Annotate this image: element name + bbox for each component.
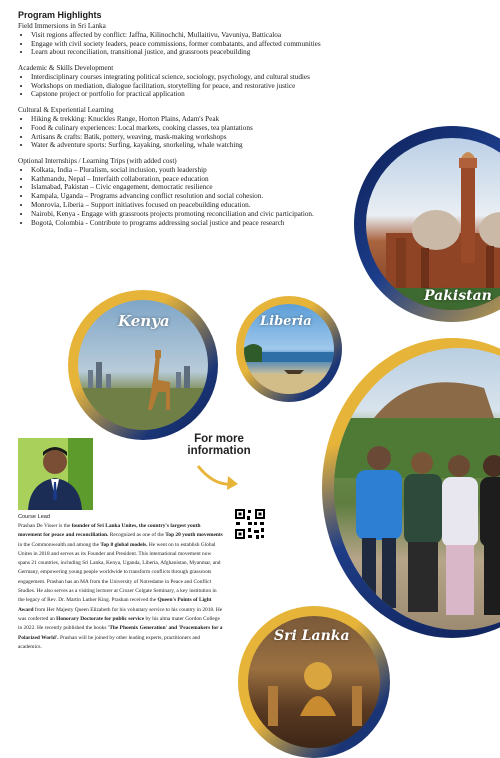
pakistan-label: Pakistan — [424, 288, 492, 304]
list-item: • Learn about reconciliation, transitional justice, and grassroots peacebuilding — [31, 48, 342, 57]
highlight-section — [18, 157, 342, 227]
section-list — [18, 166, 342, 227]
list-item: • Kolkata, India – Pluralism, social inclusion, youth leadership — [31, 166, 342, 175]
bio-text: Prashan will be joined by other leading experts, practitioners and academics. — [18, 634, 201, 650]
bio-highlight: founder of Sri Lanka Unites, the country's largest youth movement for peace and reconciliation. — [18, 523, 201, 539]
section-title: Academic & Skills Development — [18, 64, 114, 73]
list-item: • Water & adventure sports: Surfing, kayaking, snorkeling, whale watching — [31, 141, 342, 150]
section-title: Optional Internships / Learning Trips (with added cost) — [18, 157, 177, 166]
bio-highlight: Queen's Points of Light Award — [18, 597, 212, 613]
bio-text: in the Commonwealth and among the — [18, 541, 101, 548]
bio-highlight: Top 20 youth movements — [165, 532, 223, 539]
list-item: • Artisans & crafts: Batik, pottery, weaving, mask-making workshops — [31, 133, 342, 142]
bio-text: Recognized as one of the — [108, 532, 166, 539]
page-title: Program Highlights — [18, 10, 102, 20]
kenya-photo — [78, 300, 208, 430]
list-item: • Hiking & trekking: Knuckles Range, Horton Plains, Adam's Peak — [31, 115, 342, 124]
course-lead-portrait — [18, 438, 93, 510]
list-item: • Engage with civil society leaders, peace commissions, former combatants, and affected communities — [31, 40, 342, 49]
highlight-sections — [18, 22, 342, 227]
bio-text: from Her Majesty Queen Elizabeth for his voluntary service to his country in 2018. He was conferred an — [18, 606, 223, 622]
list-item: • Food & culinary experiences: Local markets, cooking classes, tea plantations — [31, 124, 342, 133]
list-item: • Interdisciplinary courses integrating political science, sociology, psychology, and cultural studies — [31, 73, 342, 82]
list-item: • Visit regions affected by conflict: Jaffna, Kilinochchi, Mullaitivu, Vavuniya, Batticaloa — [31, 31, 342, 40]
list-item: • Bogotá, Colombia - Contribute to programs addressing social justice and peace research — [31, 219, 342, 228]
section-list — [18, 115, 342, 150]
portrait-illustration — [18, 438, 93, 510]
more-info-heading: For more information — [187, 433, 251, 457]
bio-text: Prashan De Visser is the — [18, 523, 72, 529]
section-title: Cultural & Experiential Learning — [18, 106, 114, 115]
bio-highlight: Top 8 global models. — [100, 541, 148, 548]
list-item: • Capstone project or portfolio for practical application — [31, 90, 342, 99]
highlight-section — [18, 64, 342, 99]
srilanka-label: Sri Lanka — [274, 628, 350, 644]
liberia-photo — [244, 304, 334, 394]
qr-code-icon[interactable] — [234, 508, 266, 540]
section-title: Field Immersions in Sri Lanka — [18, 21, 106, 30]
list-item: • Kathmandu, Nepal – Interfaith collaboration, peace education — [31, 175, 342, 184]
arrow-icon — [194, 460, 244, 498]
highlight-section — [18, 106, 342, 150]
list-item: • Monrovia, Liberia – Support initiatives focused on peacebuilding education. — [31, 201, 342, 210]
kenya-label: Kenya — [118, 312, 170, 330]
list-item: • Nairobi, Kenya - Engage with grassroots projects promoting reconciliation and civic participation. — [31, 210, 342, 219]
bio-highlight: 'The Phoenix Generation' and 'Peacemakers for a Polarized World'. — [18, 625, 223, 641]
section-list — [18, 31, 342, 57]
bio-text: by his alma mater Gordon College in 2022. He recently published the books — [18, 615, 220, 632]
list-item: • Kampala, Uganda – Programs advancing conflict resolution and social cohesion. — [31, 192, 342, 201]
highlight-section — [18, 22, 342, 57]
list-item: • Workshops on mediation, dialogue facilitation, storytelling for peace, and restorative justice — [31, 82, 342, 91]
list-item: • Islamabad, Pakistan – Civic engagement, democratic resilience — [31, 183, 342, 192]
program-highlights — [18, 10, 342, 234]
course-lead-bio — [18, 522, 224, 652]
section-list — [18, 73, 342, 99]
course-lead-label: Course Lead — [18, 514, 51, 520]
bio-highlight: Honorary Doctorate for public service — [56, 615, 145, 622]
srilanka-photo — [248, 616, 380, 748]
liberia-label: Liberia — [260, 314, 312, 329]
bio-text: He went on to establish Global Unites in 2018 and serves as its Founder and President. This international movement now spans 21 countries, including Sri Lanka, Kenya, Uganda, Liberia, Afghanistan, Myanmar, and Germany, empowering young people worldwide to transform conflicts through grassroots engagement. Prashan has an MA from the University of Notredame in Peace and Conflict Studies. He also serves as a visiting lecturer at Crozer Colgate Seminary, a key institution in the legacy of Rev. Dr. Martin Luther King. Prashan received the — [18, 541, 221, 604]
